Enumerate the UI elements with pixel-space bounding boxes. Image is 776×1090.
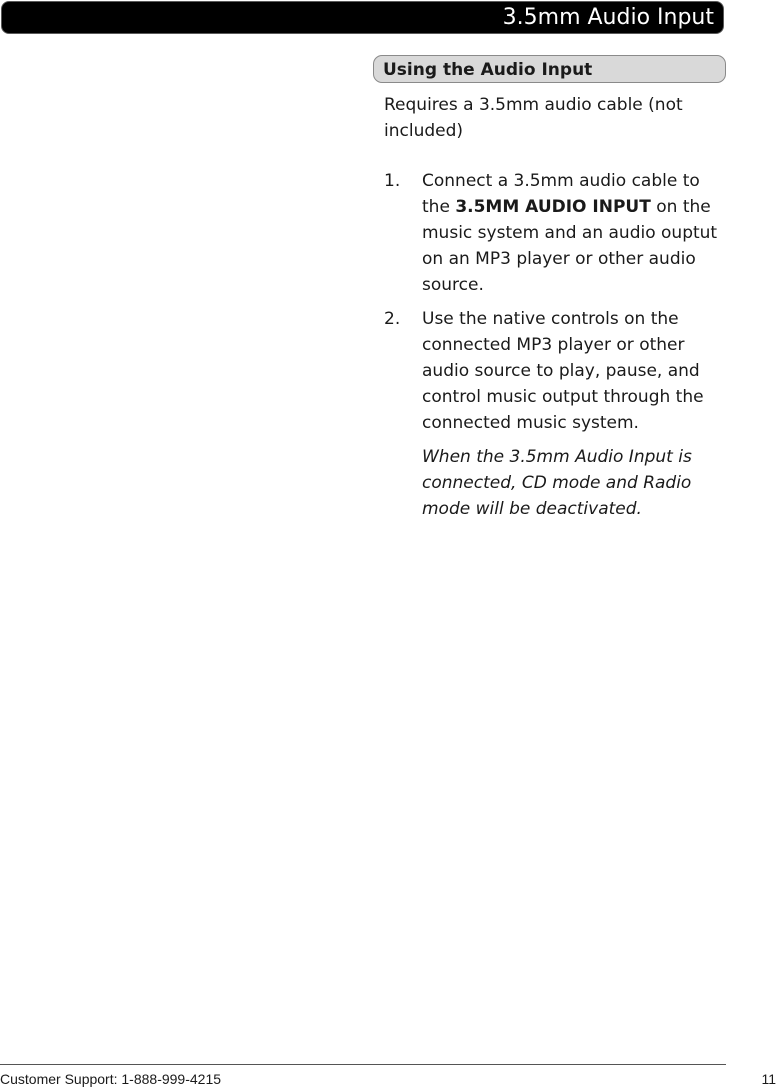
step-1-number: 1.	[384, 171, 401, 191]
step-2-text: Use the native controls on the connected MP3 player or other audio source to play, pause, and control music output through the connected music system.	[422, 309, 704, 433]
intro-text: Requires a 3.5mm audio cable (not included)	[384, 95, 683, 141]
step-2-number: 2.	[384, 309, 401, 329]
footer-support: Customer Support: 1-888-999-4215	[0, 1071, 222, 1087]
steps-list	[384, 168, 724, 522]
header-bar	[1, 1, 724, 34]
footer-divider	[0, 1064, 726, 1065]
step-1-text	[422, 168, 724, 298]
step-1-text-before: Connect a 3.5mm audio cable to the	[422, 171, 700, 217]
step-2	[384, 306, 724, 522]
step-1-bold-label: 3.5MM AUDIO INPUT	[455, 197, 651, 217]
section-heading-label: Using the Audio Input	[383, 60, 593, 80]
page-title: 3.5mm Audio Input	[502, 5, 714, 30]
step-1-text-after: on the music system and an audio ouptut on an MP3 player or other audio source.	[422, 197, 718, 295]
step-1	[384, 168, 724, 298]
section-heading	[373, 55, 726, 83]
page-number: 11	[761, 1071, 776, 1087]
step-2-note: When the 3.5mm Audio Input is connected, CD mode and Radio mode will be deactivated.	[422, 447, 692, 519]
section-content	[384, 92, 724, 530]
